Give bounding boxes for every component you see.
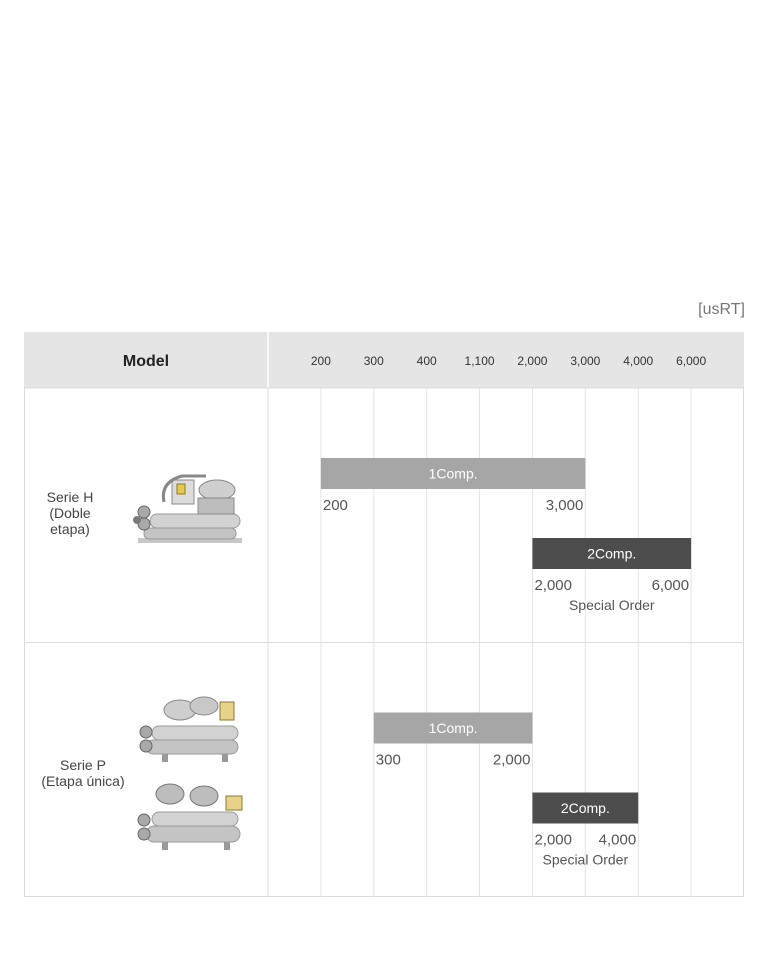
bar-label: 2Comp.: [587, 545, 637, 562]
bar-label: 1Comp.: [428, 720, 478, 736]
range-end-label: 6,000: [651, 577, 690, 594]
range-start-label: 2,000: [534, 577, 572, 594]
tick-label: 300: [363, 354, 384, 368]
model-name: Serie P: [60, 757, 106, 773]
model-label-serie-p: [40, 757, 126, 789]
range-start-label: 2,000: [534, 831, 572, 849]
chiller-image-serie-p-upper: [132, 690, 248, 766]
bar-note: Special Order: [542, 851, 629, 868]
range-start-label: 300: [375, 751, 401, 769]
tick-label: 2,000: [517, 354, 548, 368]
tick-label: 200: [310, 354, 331, 368]
unit-label: [usRT]: [698, 301, 745, 318]
model-subtitle: (Doble etapa): [49, 505, 91, 537]
range-end-label: 2,000: [492, 751, 531, 769]
range-chart: [24, 332, 744, 897]
bar-label: 1Comp.: [428, 465, 478, 482]
range-end-label: 3,000: [545, 497, 584, 514]
chiller-image-serie-h: [132, 472, 248, 546]
model-subtitle: (Etapa única): [41, 773, 125, 789]
bar-label: 2Comp.: [560, 800, 610, 816]
tick-label: 4,000: [623, 354, 654, 368]
model-header: Model: [122, 353, 170, 370]
range-start-label: 200: [322, 497, 348, 514]
model-name: Serie H: [46, 489, 94, 505]
model-label-serie-h: [30, 489, 110, 537]
bar-note: Special Order: [568, 597, 655, 613]
tick-label: 3,000: [570, 354, 601, 368]
range-end-label: 4,000: [598, 831, 637, 849]
tick-label: 6,000: [676, 354, 707, 368]
chiller-image-serie-p-lower: [130, 778, 248, 854]
tick-label: 1,100: [464, 354, 495, 368]
tick-label: 400: [416, 354, 437, 368]
